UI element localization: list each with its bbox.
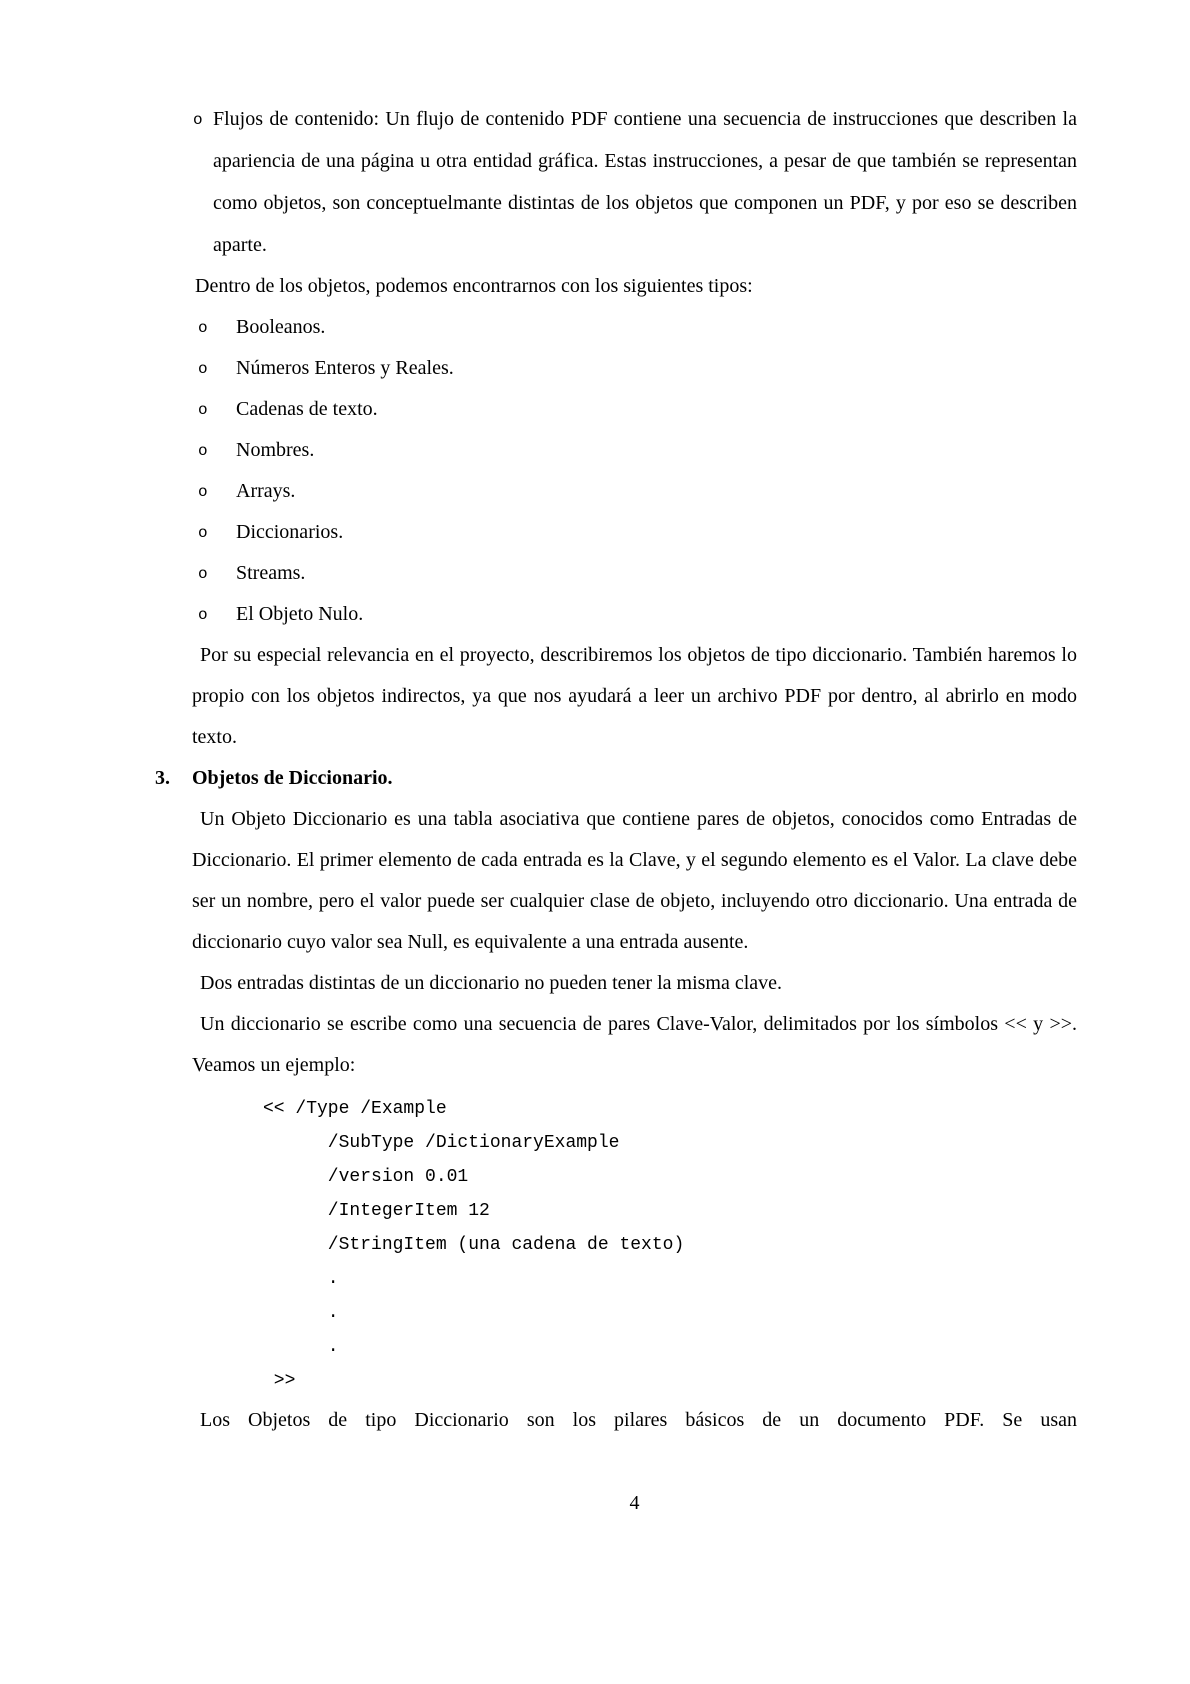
bullet-marker: o: [198, 483, 208, 501]
clave-paragraph: Dos entradas distintas de un diccionario no pueden tener la misma clave.: [200, 972, 783, 994]
tipos-list-item: [192, 307, 1077, 348]
tipo-label: El Objeto Nulo.: [236, 603, 364, 625]
bullet-marker: o: [198, 401, 208, 419]
tipos-list-item: [192, 348, 1077, 389]
code-line: /version 0.01: [263, 1167, 469, 1187]
relevancia-paragraph: Por su especial relevancia en el proyecto, describiremos los objetos de tipo diccionario. También haremos lo propio con los objetos indirectos, ya que nos ayudará a leer un archivo PDF por dentro, al abrirlo en modo texto.: [192, 644, 1077, 748]
secuencia-paragraph: Un diccionario se escribe como una secuencia de pares Clave-Valor, delimitados por los símbolos << y >>. Veamos un ejemplo:: [192, 1013, 1077, 1076]
bullet-marker: o: [198, 606, 208, 624]
tipo-label: Streams.: [236, 562, 306, 584]
tipo-label: Arrays.: [236, 480, 296, 502]
pilares-paragraph: Los Objetos de tipo Diccionario son los pilares básicos de un documento PDF. Se usan: [200, 1409, 1077, 1431]
text-block: [155, 98, 1077, 1524]
tipo-label: Diccionarios.: [236, 521, 344, 543]
tipo-label: Cadenas de texto.: [236, 398, 378, 420]
tipos-list-item: [192, 471, 1077, 512]
code-line: /SubType /DictionaryExample: [263, 1133, 620, 1153]
code-line: .: [263, 1269, 339, 1289]
code-line: >>: [263, 1371, 296, 1391]
bullet-marker: o: [198, 524, 208, 542]
code-line: << /Type /Example: [263, 1099, 447, 1119]
bullet-marker: o: [198, 565, 208, 583]
bullet-flujos-text: Flujos de contenido: Un flujo de contenido PDF contiene una secuencia de instrucciones que describen la apariencia de una página u otra entidad gráfica. Estas instrucciones, a pesar de que también se representan como objetos, son conceptuelmante distintas de los objetos que componen un PDF, y por eso se describen aparte.: [213, 108, 1077, 256]
heading-title: Objetos de Diccionario.: [192, 767, 393, 789]
code-line: /IntegerItem 12: [263, 1201, 490, 1221]
tipos-list-item: [192, 389, 1077, 430]
bullet-marker: o: [198, 442, 208, 460]
tipos-list-item: [192, 512, 1077, 553]
tipos-list-item: [192, 430, 1077, 471]
tipo-label: Nombres.: [236, 439, 315, 461]
bullet-marker: o: [198, 319, 208, 337]
code-line: /StringItem (una cadena de texto): [263, 1235, 685, 1255]
tipos-list-item: [192, 594, 1077, 635]
page-number: 4: [629, 1492, 640, 1514]
intro-tipos-paragraph: Dentro de los objetos, podemos encontrarnos con los siguientes tipos:: [195, 275, 753, 297]
tipo-label: Booleanos.: [236, 316, 326, 338]
heading-number: 3.: [155, 767, 170, 789]
bullet-item-flujos: [192, 98, 1077, 266]
code-line: .: [263, 1337, 339, 1357]
tipos-list-item: [192, 553, 1077, 594]
tipo-label: Números Enteros y Reales.: [236, 357, 454, 379]
bullet-marker: o: [193, 111, 203, 129]
code-line: .: [263, 1303, 339, 1323]
code-block: [263, 1092, 1077, 1398]
bullet-marker: o: [198, 360, 208, 378]
diccionario-paragraph: Un Objeto Diccionario es una tabla asociativa que contiene pares de objetos, conocidos como Entradas de Diccionario. El primer elemento de cada entrada es la Clave, y el segundo elemento es el Valor. La clave debe ser un nombre, pero el valor puede ser cualquier clase de objeto, incluyendo otro diccionario. Una entrada de diccionario cuyo valor sea Null, es equivalente a una entrada ausente.: [192, 808, 1077, 953]
tipos-list: [192, 307, 1077, 635]
section-heading: [155, 758, 1077, 799]
